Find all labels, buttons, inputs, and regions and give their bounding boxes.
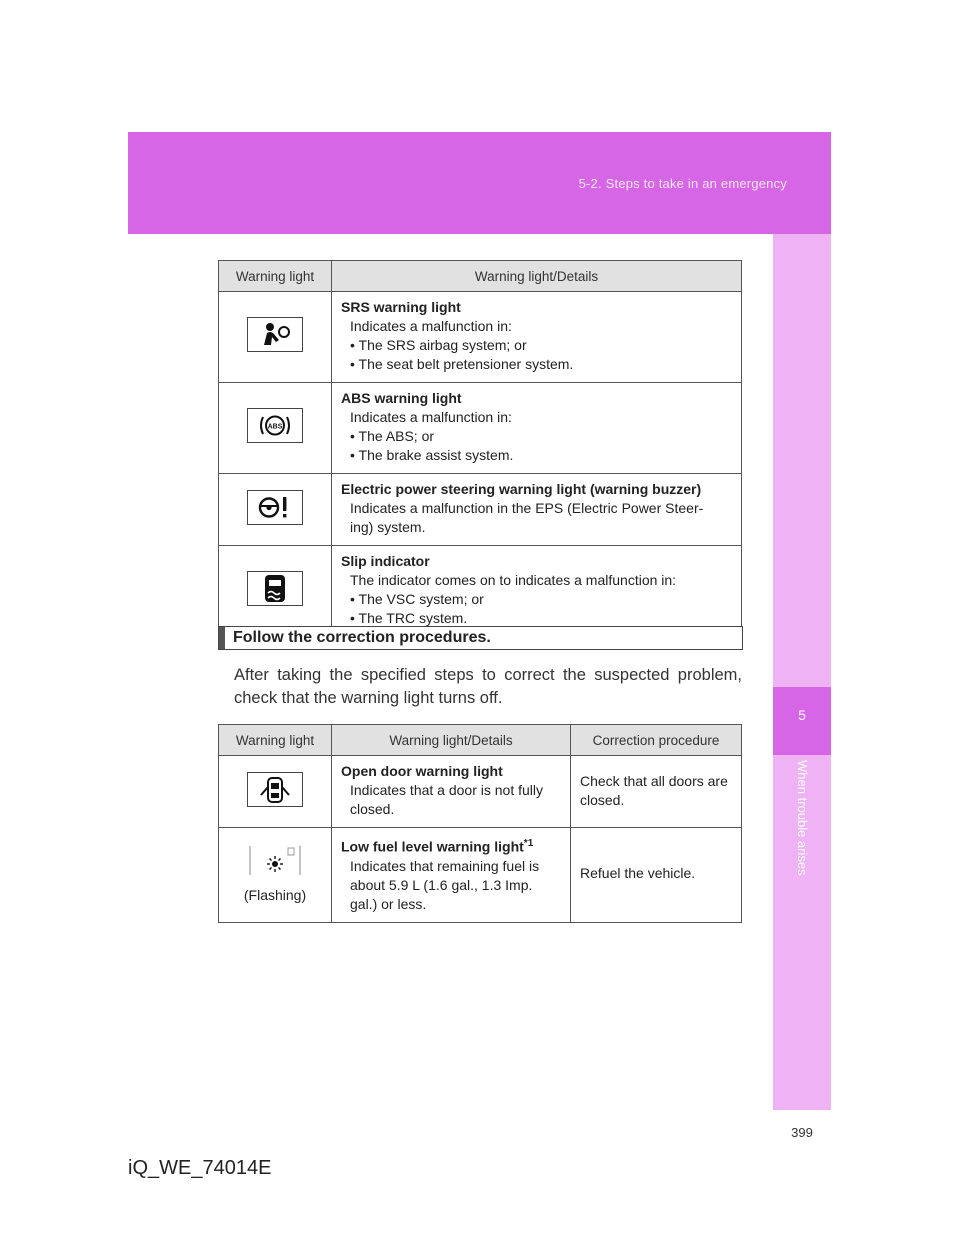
procedure-cell: Refuel the vehicle. <box>571 828 742 923</box>
table-header-row <box>219 725 742 756</box>
detail-line: The indicator comes on to indicates a malfunction in: <box>350 572 677 588</box>
table-row <box>219 828 742 923</box>
row-title: ABS warning light <box>341 390 462 406</box>
power-steering-icon <box>247 490 303 525</box>
details-cell <box>332 546 742 637</box>
details-cell <box>332 828 571 923</box>
details-cell <box>332 383 742 474</box>
detail-line: closed. <box>350 801 395 817</box>
srs-airbag-icon <box>247 317 303 352</box>
detail-line: Indicates a malfunction in: <box>350 409 512 425</box>
procedure-cell: Check that all doors are closed. <box>571 756 742 828</box>
row-title: Slip indicator <box>341 553 430 569</box>
section-paragraph: After taking the specified steps to correct the suspected problem, check that the warning light turns off. <box>234 666 742 707</box>
table-row <box>219 474 742 546</box>
slip-indicator-icon <box>247 571 303 606</box>
chapter-label-container <box>773 760 831 900</box>
detail-line: • The ABS; or <box>350 428 435 444</box>
table-header-row <box>219 261 742 292</box>
section-heading-bar <box>218 626 743 650</box>
detail-line: • The SRS airbag system; or <box>350 337 527 353</box>
row-title <box>341 834 562 857</box>
icon-cell <box>219 828 332 923</box>
detail-line: • The VSC system; or <box>350 591 484 607</box>
details-cell <box>332 292 742 383</box>
side-strip <box>773 234 831 1110</box>
row-title: Electric power steering warning light (warning buzzer) <box>341 481 702 497</box>
icon-cell <box>219 474 332 546</box>
table-row <box>219 546 742 637</box>
detail-line: Indicates that a door is not fully <box>350 782 543 798</box>
abs-icon <box>247 408 303 443</box>
header-warning-light: Warning light <box>219 725 332 756</box>
detail-line: about 5.9 L (1.6 gal., 1.3 Imp. <box>350 876 533 893</box>
icon-cell <box>219 756 332 828</box>
detail-line: Indicates that remaining fuel is <box>350 857 540 874</box>
table-row <box>219 292 742 383</box>
document-code: iQ_WE_74014E <box>128 1157 272 1179</box>
detail-line: ing) system. <box>350 519 426 535</box>
detail-line: Indicates a malfunction in: <box>350 318 512 334</box>
header-details: Warning light/Details <box>332 725 571 756</box>
icon-cell <box>219 292 332 383</box>
row-title-text: Low fuel level warning light <box>341 838 524 855</box>
detail-line: gal.) or less. <box>350 895 427 912</box>
detail-line: • The brake assist system. <box>350 447 514 463</box>
header-warning-light: Warning light <box>219 261 332 292</box>
detail-line: • The seat belt pretensioner system. <box>350 356 574 372</box>
warning-light-table <box>218 260 742 637</box>
chapter-number: 5 <box>798 707 806 723</box>
row-title: SRS warning light <box>341 299 461 315</box>
detail-line: Indicates a malfunction in the EPS (Electric Power Steer- <box>350 500 704 516</box>
icon-cell <box>219 546 332 637</box>
footnote-marker: *1 <box>523 838 534 849</box>
details-cell <box>332 474 742 546</box>
open-door-icon <box>247 772 303 807</box>
detail-line: • The TRC system. <box>350 610 468 626</box>
chapter-tab[interactable] <box>773 687 831 755</box>
table-row <box>219 383 742 474</box>
chapter-label: When trouble arises <box>795 760 810 876</box>
details-cell <box>332 756 571 828</box>
header-procedure: Correction procedure <box>571 725 742 756</box>
section-heading: 5-2. Steps to take in an emergency <box>578 176 787 191</box>
icon-caption: (Flashing) <box>243 887 307 904</box>
low-fuel-icon <box>248 844 302 877</box>
row-title: Open door warning light <box>341 763 503 779</box>
page-number: 399 <box>791 1125 813 1140</box>
svg-text:ABS: ABS <box>267 423 283 431</box>
header-band <box>128 132 831 234</box>
icon-cell <box>219 383 332 474</box>
correction-table <box>218 724 742 923</box>
table-row <box>219 756 742 828</box>
section-title: Follow the correction procedures. <box>233 629 491 646</box>
header-details: Warning light/Details <box>332 261 742 292</box>
